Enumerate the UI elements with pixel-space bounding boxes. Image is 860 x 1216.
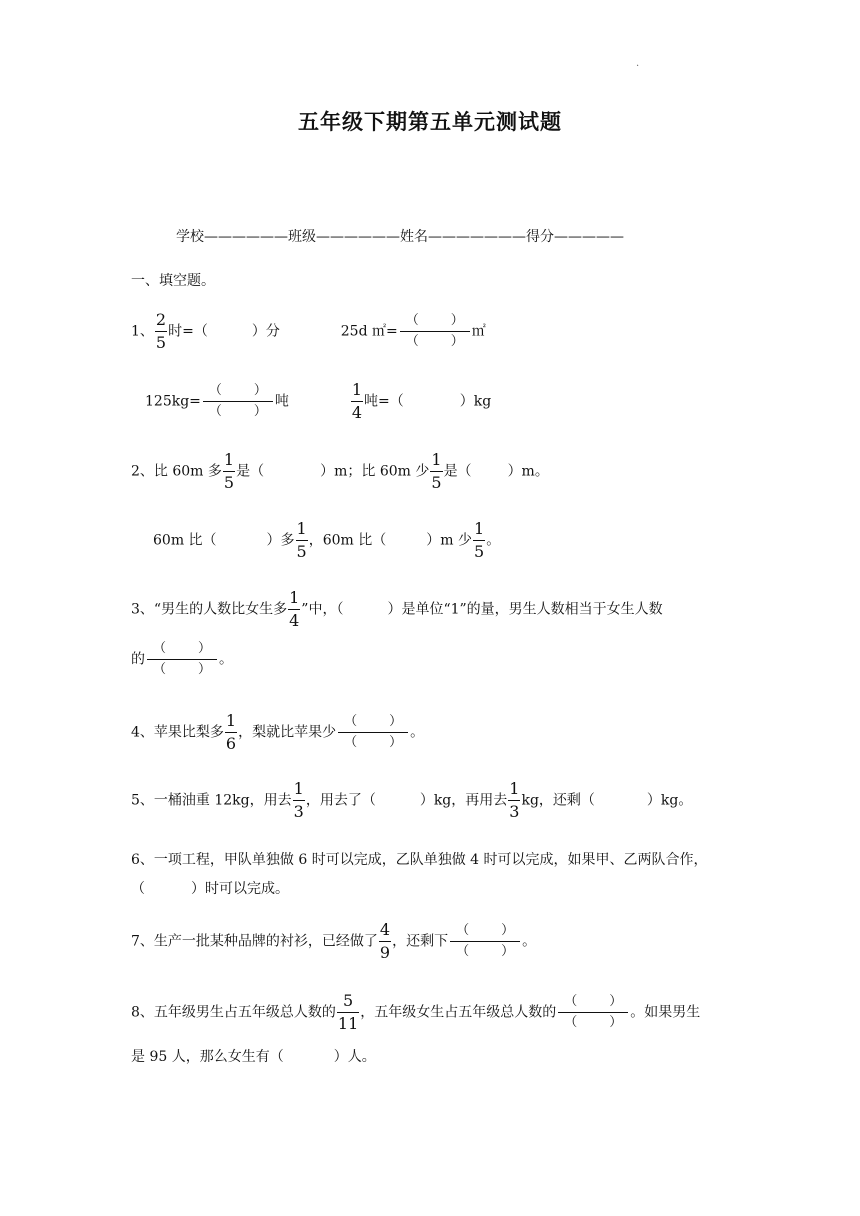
question-4 <box>131 713 424 752</box>
page-mark: . <box>636 58 640 69</box>
question-6-line-1: 6、一项工程，甲队单独做 6 时可以完成，乙队单独做 4 时可以完成，如果甲、乙两队合作， <box>131 852 708 868</box>
question-text: ，60m 比（ <box>308 532 387 549</box>
question-text: 的 <box>131 651 145 668</box>
question-number: 2、 <box>131 463 154 480</box>
question-text: 时=（ <box>168 323 208 340</box>
question-text: （ <box>131 881 145 897</box>
question-text: 苹果比梨多 <box>153 724 224 741</box>
question-1-line-1 <box>131 312 486 351</box>
answer-blank-fraction: （ ） （ ） <box>450 924 520 959</box>
question-text: 。如果男生 <box>630 1004 701 1021</box>
question-3-line-1 <box>131 590 663 629</box>
question-text: 125kg= <box>145 393 201 410</box>
fraction: $\frac{1}{3}$ <box>509 779 520 821</box>
question-6-line-2 <box>131 878 289 898</box>
unit: 吨 <box>274 393 289 410</box>
question-text: kg，还剩（ <box>521 792 595 809</box>
question-text: ）kg <box>459 393 492 410</box>
question-number: 5、 <box>131 792 154 809</box>
page-title: 五年级下期第五单元测试题 <box>298 110 562 134</box>
fraction: $\frac{5}{11}$ <box>337 991 359 1033</box>
unit: ㎡ <box>471 323 486 340</box>
question-8-line-2 <box>131 1046 376 1066</box>
question-text: 60m 比（ <box>153 532 217 549</box>
question-text: ）m；比 60m 少 <box>320 463 430 480</box>
fraction: $\frac{1}{5}$ <box>296 519 307 561</box>
section-heading: 一、填空题。 <box>131 273 215 289</box>
question-text: 。 <box>522 933 537 950</box>
answer-blank-fraction: （ ） （ ） <box>558 995 628 1030</box>
fraction: $\frac{1}{3}$ <box>293 779 304 821</box>
question-text: 比 60m 多 <box>153 463 222 480</box>
question-2-line-2 <box>153 521 500 560</box>
question-text: ）是单位“1”的量，男生人数相当于女生人数 <box>387 601 663 618</box>
question-text: ，还剩下 <box>392 933 449 950</box>
question-text: ，用去了（ <box>305 792 376 809</box>
question-number: 7、 <box>131 933 154 950</box>
question-text: ）kg，再用去 <box>419 792 508 809</box>
header-info-line: 学校——————班级——————姓名———————得分————— <box>176 229 624 245</box>
fraction: $\frac{1}{5}$ <box>431 450 442 492</box>
question-text: 是（ <box>236 463 265 480</box>
question-text: 是 95 人，那么女生有（ <box>131 1049 284 1065</box>
question-8-line-1 <box>131 993 700 1032</box>
question-text: ）m 少 <box>426 532 473 549</box>
question-text: 生产一批某种品牌的衬衫，已经做了 <box>153 933 378 950</box>
answer-blank-fraction: （ ） （ ） <box>338 715 408 750</box>
question-text: ）分 <box>251 323 280 340</box>
question-text: 。 <box>486 532 501 549</box>
answer-blank-fraction: （ ） （ ） <box>203 384 273 419</box>
question-text: ）人。 <box>333 1049 376 1065</box>
question-text: ）kg。 <box>646 792 693 809</box>
question-text: ，五年级女生占五年级总人数的 <box>360 1004 557 1021</box>
answer-blank-fraction: （ ） （ ） <box>147 642 217 677</box>
question-text: ”中，（ <box>301 601 344 618</box>
question-7 <box>131 922 536 961</box>
question-text: “男生的人数比女生多 <box>153 601 288 618</box>
question-2-line-1 <box>131 452 549 491</box>
question-text: 吨=（ <box>364 393 404 410</box>
fraction: $\frac{4}{9}$ <box>379 920 391 962</box>
fraction: $\frac{1}{4}$ <box>351 380 362 422</box>
question-text: ）m。 <box>507 463 549 480</box>
fraction: $\frac{1}{6}$ <box>225 711 237 753</box>
question-text: ）时可以完成。 <box>191 881 289 897</box>
question-1-line-2 <box>145 382 491 421</box>
question-text: 五年级男生占五年级总人数的 <box>153 1004 336 1021</box>
question-number: 4、 <box>131 724 154 741</box>
question-3-line-2 <box>131 642 233 677</box>
question-text: 25d ㎡= <box>340 323 398 340</box>
question-number: 8、 <box>131 1004 154 1021</box>
fraction: $\frac{2}{5}$ <box>155 310 167 352</box>
question-5 <box>131 781 692 820</box>
fraction: $\frac{1}{4}$ <box>289 588 300 630</box>
answer-blank-fraction: （ ） （ ） <box>400 314 470 349</box>
fraction: $\frac{1}{5}$ <box>223 450 235 492</box>
question-text: ）多 <box>266 532 295 549</box>
question-text: ，梨就比苹果少 <box>238 724 337 741</box>
question-text: 。 <box>219 651 233 668</box>
question-number: 3、 <box>131 601 154 618</box>
question-text: 。 <box>410 724 425 741</box>
fraction: $\frac{1}{5}$ <box>474 519 485 561</box>
question-number: 1、 <box>131 323 154 340</box>
question-text: 是（ <box>443 463 472 480</box>
question-text: 一桶油重 12kg，用去 <box>153 792 292 809</box>
